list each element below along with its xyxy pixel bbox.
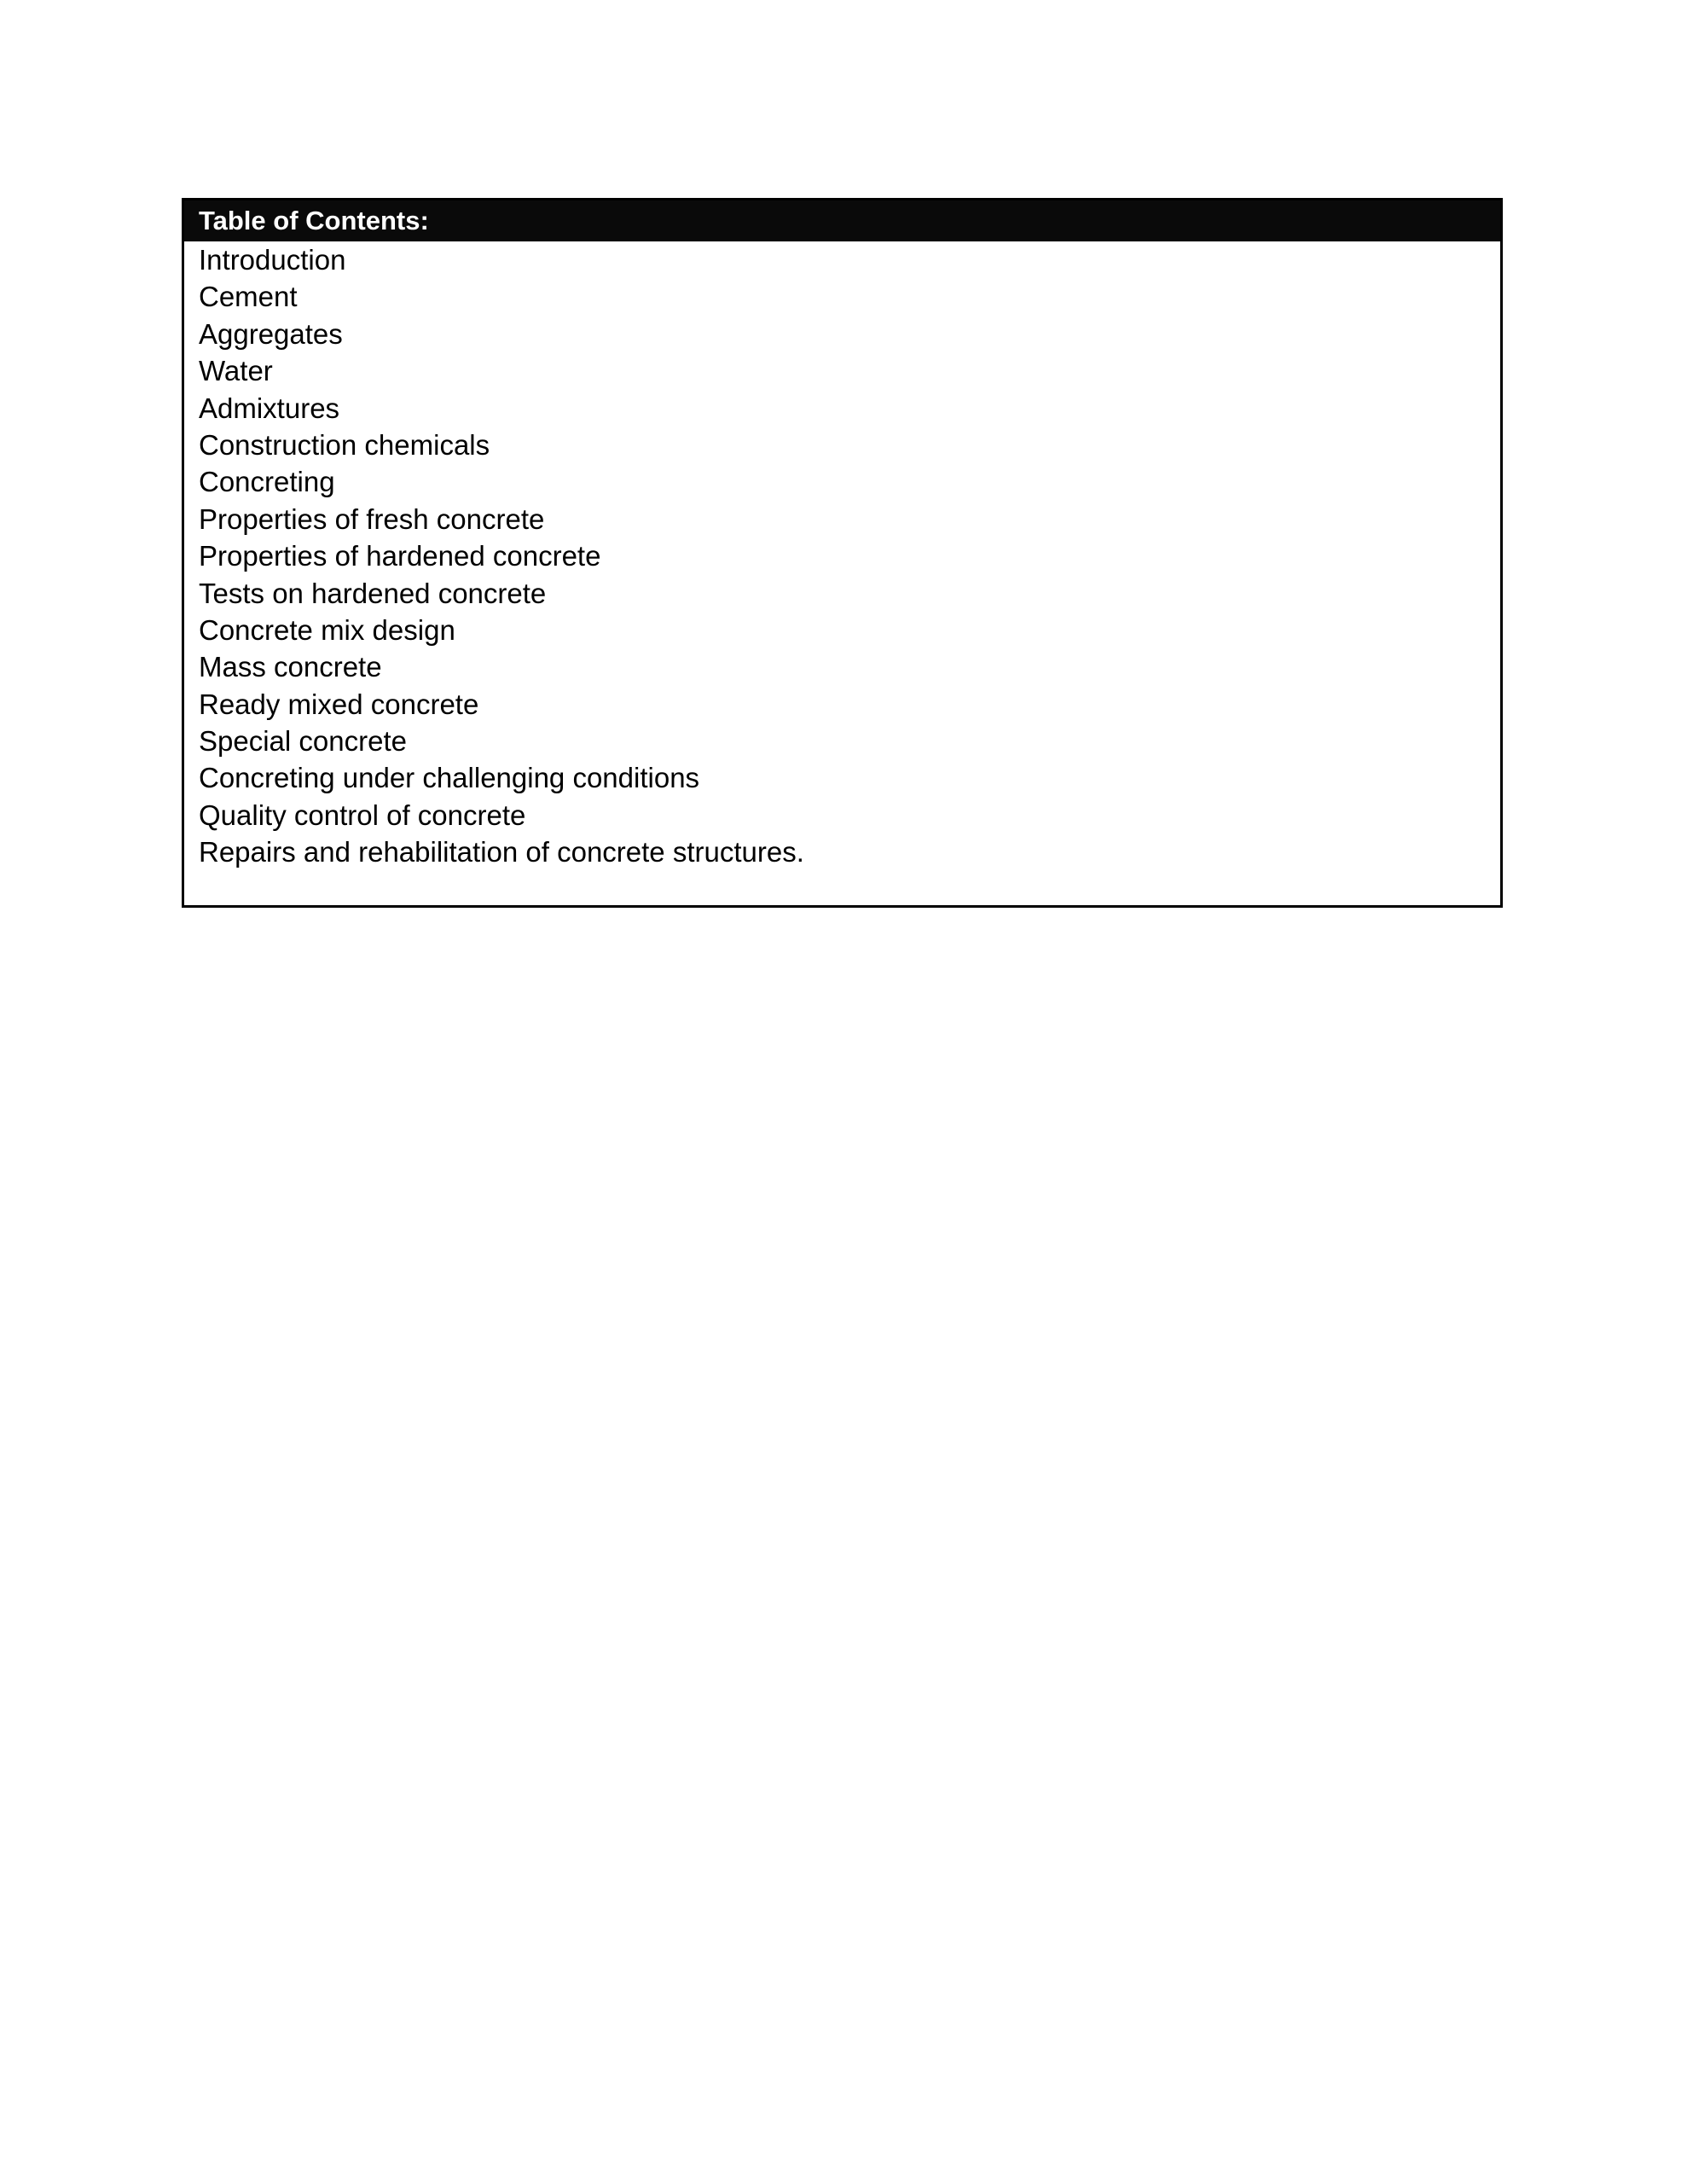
toc-item-water: Water: [199, 355, 273, 387]
toc-item-introduction: Introduction: [199, 244, 346, 276]
toc-item-special-concrete: Special concrete: [199, 725, 407, 758]
toc-item-challenging-conditions: Concreting under challenging conditions: [199, 762, 700, 794]
toc-item-mass-concrete: Mass concrete: [199, 651, 382, 683]
toc-list: [184, 241, 1500, 871]
toc-item-aggregates: Aggregates: [199, 317, 343, 350]
toc-item-fresh-concrete: Properties of fresh concrete: [199, 502, 545, 535]
toc-item-admixtures: Admixtures: [199, 392, 340, 424]
toc-item-repairs-rehabilitation: Repairs and rehabilitation of concrete structures.: [199, 836, 804, 868]
toc-item-concreting: Concreting: [199, 466, 335, 498]
table-of-contents: [182, 198, 1503, 908]
toc-item-quality-control: Quality control of concrete: [199, 799, 526, 831]
toc-item-mix-design: Concrete mix design: [199, 613, 455, 646]
toc-item-tests-hardened-concrete: Tests on hardened concrete: [199, 577, 547, 609]
toc-item-construction-chemicals: Construction chemicals: [199, 428, 490, 461]
toc-item-cement: Cement: [199, 281, 298, 313]
toc-title: Table of Contents:: [184, 200, 1500, 241]
toc-item-hardened-concrete: Properties of hardened concrete: [199, 540, 601, 572]
toc-item-ready-mixed-concrete: Ready mixed concrete: [199, 688, 479, 720]
